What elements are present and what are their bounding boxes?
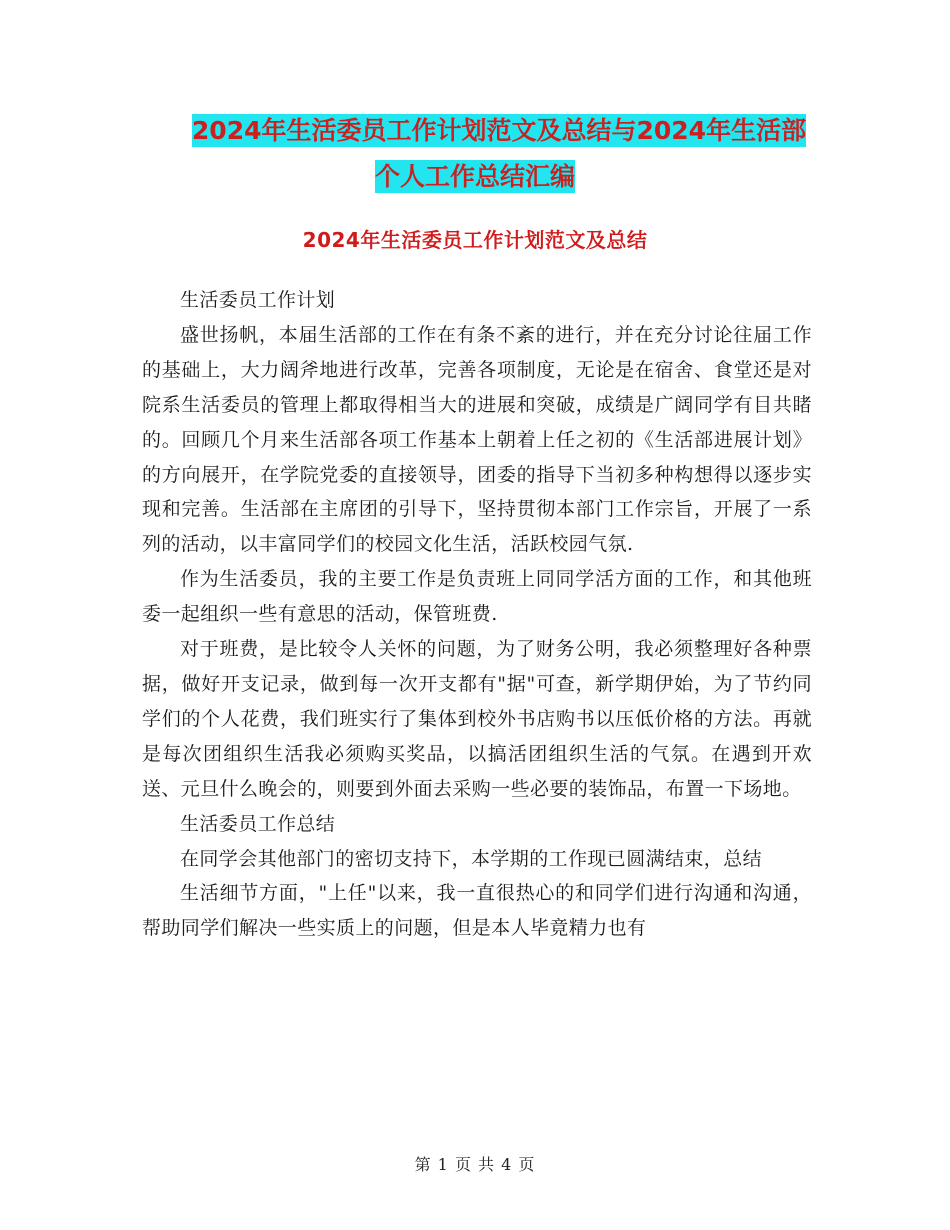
page-number-footer: 第 1 页 共 4 页	[414, 1155, 536, 1174]
paragraph: 对于班费，是比较令人关怀的问题，为了财务公明，我必须整理好各种票据，做好开支记录，做到每一次开支都有"据"可查，新学期伊始，为了节约同学们的个人花费，我们班实行了集体到校外书店购书以压低价格的方法。再就是每次团组织生活我必须购买奖品，以搞活团组织生活的气氛。在遇到开欢送、元旦什么晚会的，则要到外面去采购一些必要的装饰品，布置一下场地。	[142, 638, 812, 800]
paragraph-heading-summary: 生活委员工作总结	[180, 812, 336, 835]
paragraph: 盛世扬帆，本届生活部的工作在有条不紊的进行，并在充分讨论往届工作的基础上，大力阔斧地进行改革，完善各项制度，无论是在宿舍、食堂还是对院系生活委员的管理上都取得相当大的进展和突破，成绩是广阔同学有目共睹的。回顾几个月来生活部各项工作基本上朝着上任之初的《生活部进展计划》的方向展开，在学院党委的直接领导，团委的指导下当初多种构想得以逐步实现和完善。生活部在主席团的引导下，坚持贯彻本部门工作宗旨，开展了一系列的活动，以丰富同学们的校园文化生活，活跃校园气氛.	[142, 323, 812, 556]
section-title: 2024年生活委员工作计划范文及总结	[302, 228, 648, 252]
paragraph: 在同学会其他部门的密切支持下，本学期的工作现已圆满结束，总结	[180, 847, 763, 870]
document-title-line-2: 个人工作总结汇编	[374, 162, 575, 191]
document-title-line-1: 2024年生活委员工作计划范文及总结与2024年生活部	[191, 116, 807, 145]
document-title	[0, 108, 950, 200]
paragraph: 生活细节方面，"上任"以来，我一直很热心的和同学们进行沟通和沟通，帮助同学们解决一些实质上的问题，但是本人毕竟精力也有	[142, 882, 812, 940]
paragraph-heading-plan: 生活委员工作计划	[180, 289, 336, 311]
document-body	[142, 283, 812, 946]
paragraph: 作为生活委员，我的主要工作是负责班上同同学活方面的工作，和其他班委一起组织一些有意思的活动，保管班费.	[142, 568, 812, 626]
